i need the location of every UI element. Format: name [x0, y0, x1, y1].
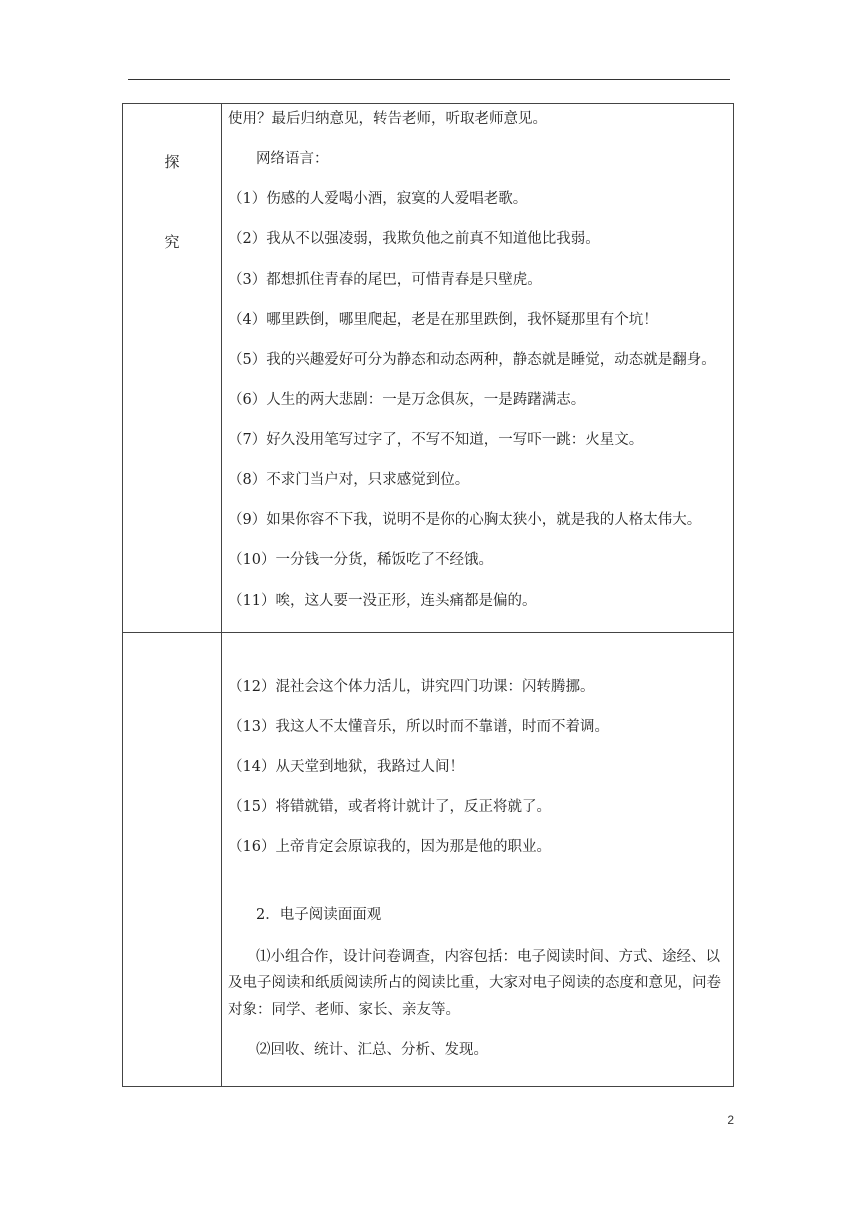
- list-item: （2）我从不以强凌弱，我欺负他之前真不知道他比我弱。: [228, 231, 600, 248]
- lesson-table: [122, 103, 734, 1087]
- list-item: （5）我的兴趣爱好可分为静态和动态两种，静态就是睡觉，动态就是翻身。: [228, 351, 716, 368]
- list-item: （11）唉，这人要一没正形，连头痛都是偏的。: [228, 592, 537, 609]
- content-cell: [222, 632, 734, 1086]
- list-item: （1）伤感的人爱喝小酒，寂寞的人爱唱老歌。: [228, 191, 528, 208]
- list-item: （10）一分钱一分货，稀饭吃了不经饿。: [228, 552, 493, 569]
- list-item: （14）从天堂到地狱，我路过人间！: [228, 758, 464, 775]
- table-row: [123, 632, 734, 1086]
- text-line: 使用？最后归纳意见，转告老师，听取老师意见。: [228, 111, 547, 127]
- table-row: [123, 104, 734, 633]
- row-label-char: 探: [164, 153, 180, 171]
- list-item: （4）哪里跌倒，哪里爬起，老是在那里跌倒，我怀疑那里有个坑！: [228, 311, 658, 328]
- list-item: （7）好久没用笔写过字了，不写不知道，一写吓一跳：火星文。: [228, 432, 644, 448]
- row-label-cell: [123, 632, 222, 1086]
- row-label-cell: [123, 104, 222, 633]
- list-item: （13）我这人不太懂音乐，所以时而不靠谱，时而不着调。: [228, 718, 609, 735]
- paragraph: ⑴小组合作，设计问卷调查，内容包括：电子阅读时间、方式、途经、以及电子阅读和纸质阅读所占的阅读比重，大家对电子阅读的态度和意见，问卷对象：同学、老师、家长、亲友等。: [228, 949, 721, 1018]
- section-title: 2．电子阅读面面观: [256, 907, 382, 924]
- list-item: （12）混社会这个体力活儿，讲究四门功课：闪转腾挪。: [228, 678, 595, 695]
- paragraph: ⑵回收、统计、汇总、分析、发现。: [256, 1041, 488, 1058]
- header-rule: [128, 79, 730, 80]
- page-number: 2: [727, 1113, 734, 1127]
- list-item: （3）都想抓住青春的尾巴，可惜青春是只壁虎。: [228, 271, 542, 288]
- list-item: （16）上帝肯定会原谅我的，因为那是他的职业。: [228, 839, 551, 856]
- content-cell: [222, 104, 734, 633]
- subheading: 网络语言：: [256, 151, 329, 168]
- list-item: （8）不求门当户对，只求感觉到位。: [228, 472, 470, 489]
- list-item: （15）将错就错，或者将计就计了，反正将就了。: [228, 799, 551, 815]
- row-label-char: 究: [164, 233, 180, 251]
- list-item: （9）如果你容不下我，说明不是你的心胸太狭小，就是我的人格太伟大。: [228, 512, 702, 529]
- list-item: （6）人生的两大悲剧：一是万念俱灰，一是踌躇满志。: [228, 391, 586, 408]
